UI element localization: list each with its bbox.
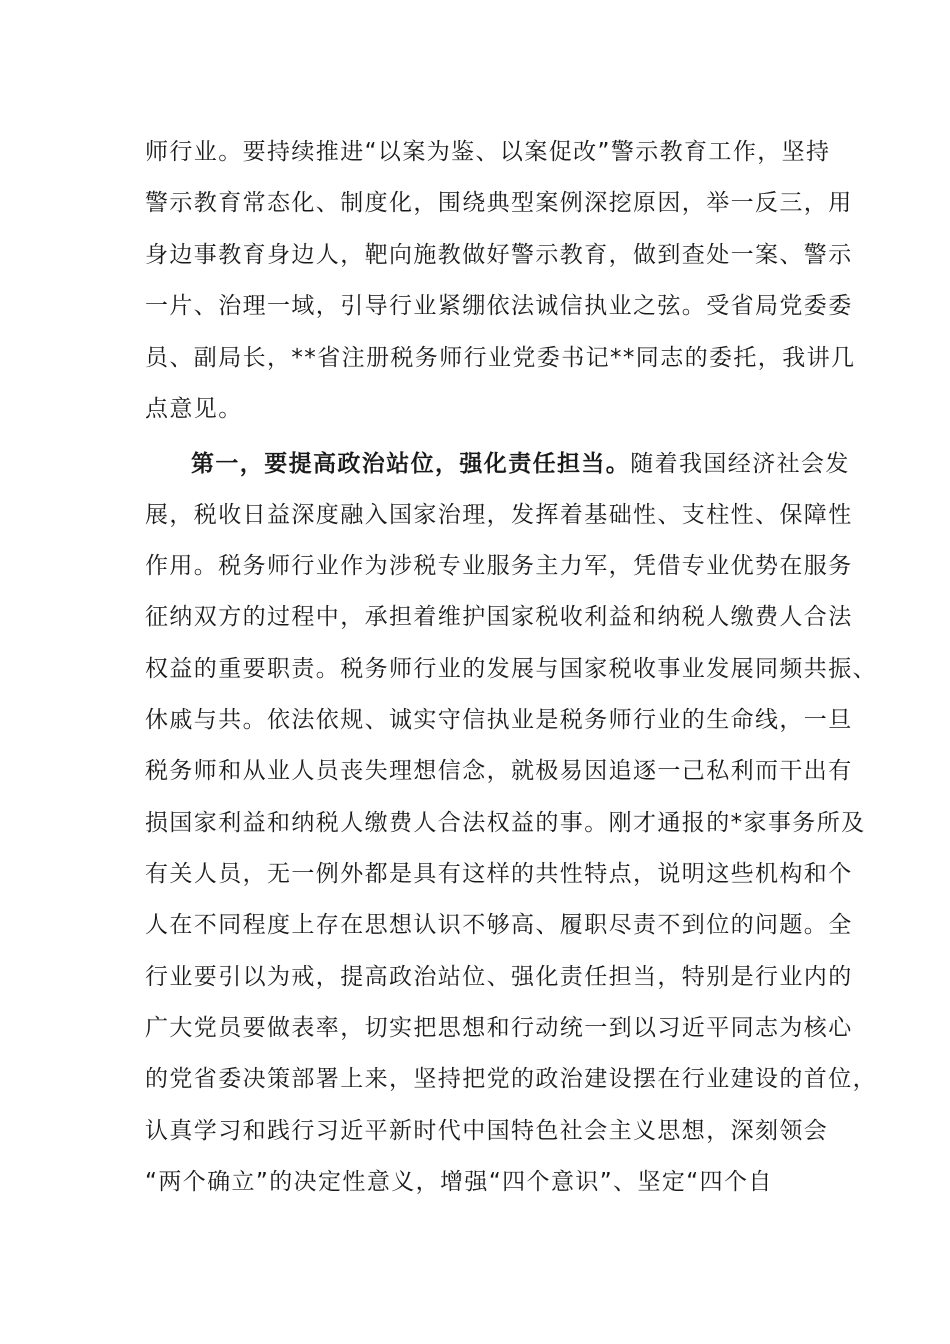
paragraph-1-line-6: 点意见。 <box>145 396 243 422</box>
paragraph-2-line-5: 权益的重要职责。税务师行业的发展与国家税收事业发展同频共振、 <box>145 656 877 682</box>
paragraph-1-line-4: 一片、治理一域，引导行业紧绷依法诚信执业之弦。受省局党委委 <box>145 293 853 319</box>
paragraph-2-line-11: 行业要引以为戒，提高政治站位、强化责任担当，特别是行业内的 <box>145 964 853 990</box>
paragraph-2-line-3: 作用。税务师行业作为涉税专业服务主力军，凭借专业优势在服务 <box>145 553 853 579</box>
paragraph-2-line-6: 休戚与共。依法依规、诚实守信执业是税务师行业的生命线，一旦 <box>145 707 853 733</box>
paragraph-2-line-13: 的党省委决策部署上来，坚持把党的政治建设摆在行业建设的首位， <box>145 1066 877 1092</box>
paragraph-1-line-5: 员、副局长，**省注册税务师行业党委书记**同志的委托，我讲几 <box>145 345 856 371</box>
paragraph-2-line-12: 广大党员要做表率，切实把思想和行动统一到以习近平同志为核心 <box>145 1015 853 1041</box>
paragraph-2-line-4: 征纳双方的过程中，承担着维护国家税收利益和纳税人缴费人合法 <box>145 604 853 630</box>
paragraph-2-line-2: 展，税收日益深度融入国家治理，发挥着基础性、支柱性、保障性 <box>145 502 853 528</box>
paragraph-2-line-1-rest: 随着我国经济社会发 <box>630 451 850 477</box>
paragraph-2-line-14: 认真学习和践行习近平新时代中国特色社会主义思想，深刻领会 <box>145 1118 829 1144</box>
paragraph-1-line-2: 警示教育常态化、制度化，围绕典型案例深挖原因，举一反三，用 <box>145 190 853 216</box>
paragraph-2-line-8: 损国家利益和纳税人缴费人合法权益的事。刚才通报的*家事务所及 <box>145 810 866 836</box>
paragraph-2-line-7: 税务师和从业人员丧失理想信念，就极易因追逐一己私利而干出有 <box>145 758 853 784</box>
paragraph-1-line-1: 师行业。要持续推进“以案为鉴、以案促改”警示教育工作，坚持 <box>145 139 831 165</box>
paragraph-2-line-1 <box>191 449 850 479</box>
paragraph-1-line-3: 身边事教育身边人，靶向施教做好警示教育，做到查处一案、警示 <box>145 242 853 268</box>
paragraph-2-line-15: “两个确立”的决定性意义，增强“四个意识”、坚定“四个自 <box>145 1169 773 1195</box>
paragraph-2-line-10: 人在不同程度上存在思想认识不够高、履职尽责不到位的问题。全 <box>145 912 853 938</box>
paragraph-2-line-9: 有关人员，无一例外都是具有这样的共性特点，说明这些机构和个 <box>145 861 853 887</box>
paragraph-2-lead-heading: 第一，要提高政治站位，强化责任担当。 <box>191 451 631 477</box>
